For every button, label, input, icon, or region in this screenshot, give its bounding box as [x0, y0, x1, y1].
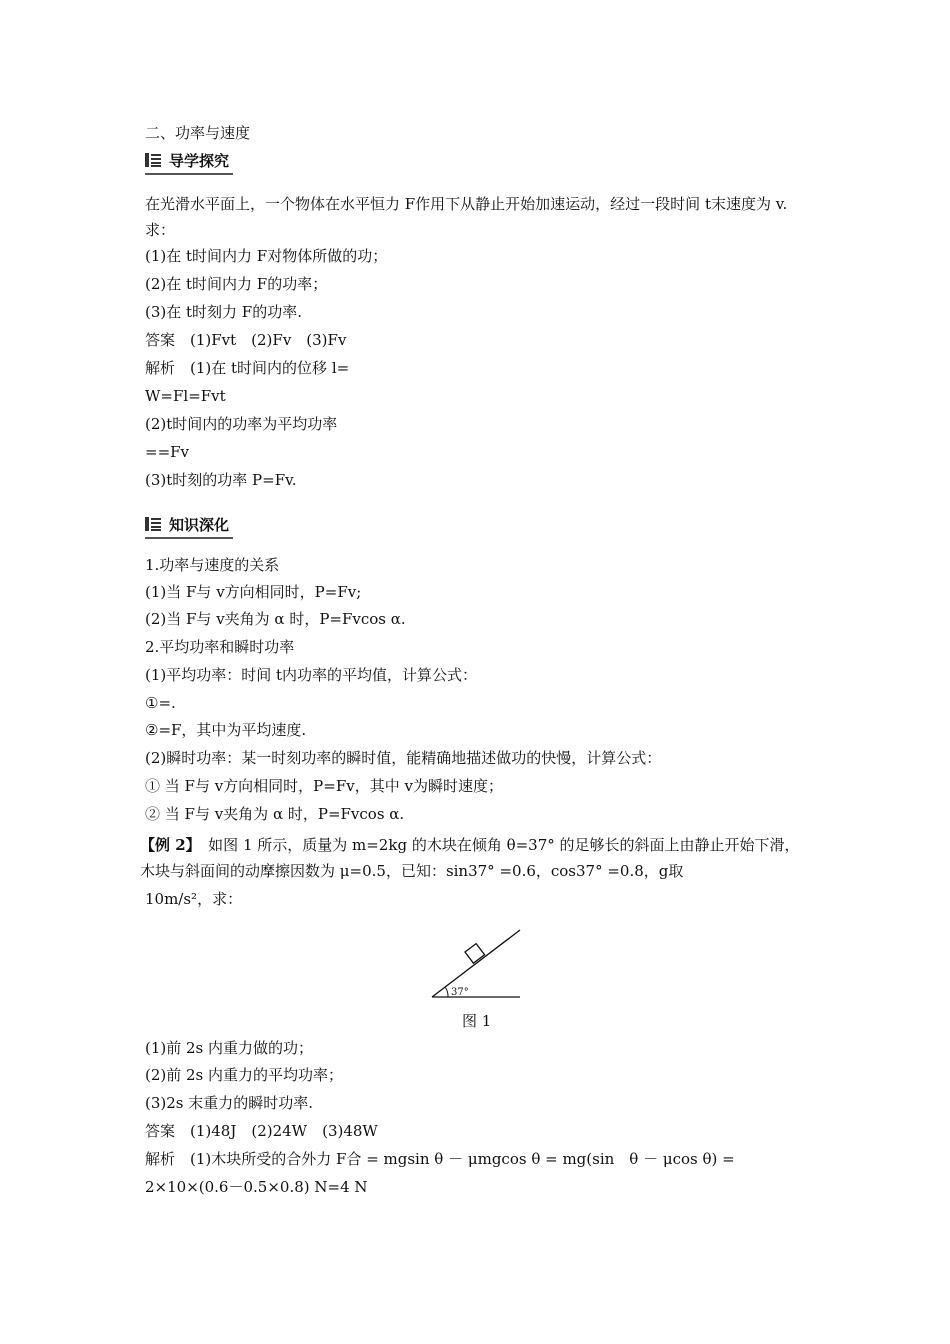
- example-analysis-2: 2×10×(0.6－0.5×0.8) N=4 N: [145, 1178, 368, 1196]
- heading-underline: [145, 173, 233, 175]
- list-bars-icon: [145, 153, 161, 167]
- angle-arc: [446, 988, 449, 998]
- problem-question-1: (1)在 t时间内力 F对物体所做的功；: [145, 247, 388, 265]
- problem-analysis-4: ==Fv: [145, 443, 190, 461]
- incline-figure: [430, 925, 525, 1005]
- section-title: 二、功率与速度: [145, 124, 251, 142]
- heading-underline: [145, 537, 233, 539]
- angle-label: 37°: [451, 987, 469, 998]
- problem-question-2: (2)在 t时间内力 F的功率；: [145, 275, 328, 293]
- knowledge-line: (2)瞬时功率：某一时刻功率的瞬时值，能精确地描述做功的快慢，计算公式：: [145, 749, 662, 767]
- heading-knowledge-label: 知识深化: [169, 515, 230, 534]
- heading-guided-label: 导学探究: [169, 151, 230, 170]
- knowledge-line: (1)当 F与 v方向相同时，P=Fv;: [145, 583, 362, 601]
- example-question-3: (3)2s 末重力的瞬时功率.: [145, 1094, 314, 1112]
- problem-answer: 答案 (1)Fvt (2)Fv (3)Fv: [145, 331, 347, 349]
- example-text: 如图 1 所示，质量为 m=2kg 的木块在倾角 θ=37° 的足够长的斜面上由静止开始下滑，木块与斜面间的动摩擦因数为 μ=0.5，已知：sin37° =0.6，cos37° =0.8，g取: [140, 836, 800, 880]
- example-label: 【例 2】: [140, 836, 194, 854]
- knowledge-line: ② 当 F与 v夹角为 α 时，P=Fvcos α.: [145, 805, 405, 823]
- knowledge-line: 2.平均功率和瞬时功率: [145, 638, 295, 656]
- knowledge-line: ①=.: [145, 694, 176, 712]
- knowledge-line: ① 当 F与 v方向相同时，P=Fv，其中 v为瞬时速度；: [145, 777, 503, 795]
- knowledge-line: 1.功率与速度的关系: [145, 556, 280, 574]
- example-statement: [140, 832, 807, 884]
- block-shape: [465, 944, 485, 964]
- problem-analysis-2: W=Fl=Fvt: [145, 387, 226, 405]
- problem-question-3: (3)在 t时刻力 F的功率.: [145, 303, 302, 321]
- problem-analysis-3: (2)t时间内的功率为平均功率: [145, 415, 338, 433]
- example-text-2: 10m/s²，求：: [145, 890, 243, 908]
- figure-caption: 图 1: [462, 1012, 492, 1030]
- example-question-2: (2)前 2s 内重力的平均功率；: [145, 1066, 344, 1084]
- knowledge-line: ②=F，其中为平均速度.: [145, 721, 307, 739]
- list-bars-icon: [145, 517, 161, 531]
- knowledge-line: (2)当 F与 v夹角为 α 时，P=Fvcos α.: [145, 610, 406, 628]
- example-answer: 答案 (1)48J (2)24W (3)48W: [145, 1122, 378, 1140]
- heading-guided-inquiry: [145, 148, 229, 172]
- problem-analysis-5: (3)t时刻的功率 P=Fv.: [145, 471, 297, 489]
- problem-intro: 在光滑水平面上，一个物体在水平恒力 F作用下从静止开始加速运动，经过一段时间 t末速度为 v.求：: [145, 195, 788, 239]
- example-question-1: (1)前 2s 内重力做的功；: [145, 1039, 314, 1057]
- problem-analysis-1: 解析 (1)在 t时间内的位移 l=: [145, 359, 350, 377]
- incline-line: [432, 930, 520, 997]
- heading-knowledge: [145, 512, 229, 536]
- knowledge-line: (1)平均功率：时间 t内功率的平均值，计算公式：: [145, 666, 478, 684]
- example-analysis-1: 解析 (1)木块所受的合外力 F合 = mgsin θ － μmgcos θ = mg(sin θ － μcos θ) =: [145, 1150, 735, 1168]
